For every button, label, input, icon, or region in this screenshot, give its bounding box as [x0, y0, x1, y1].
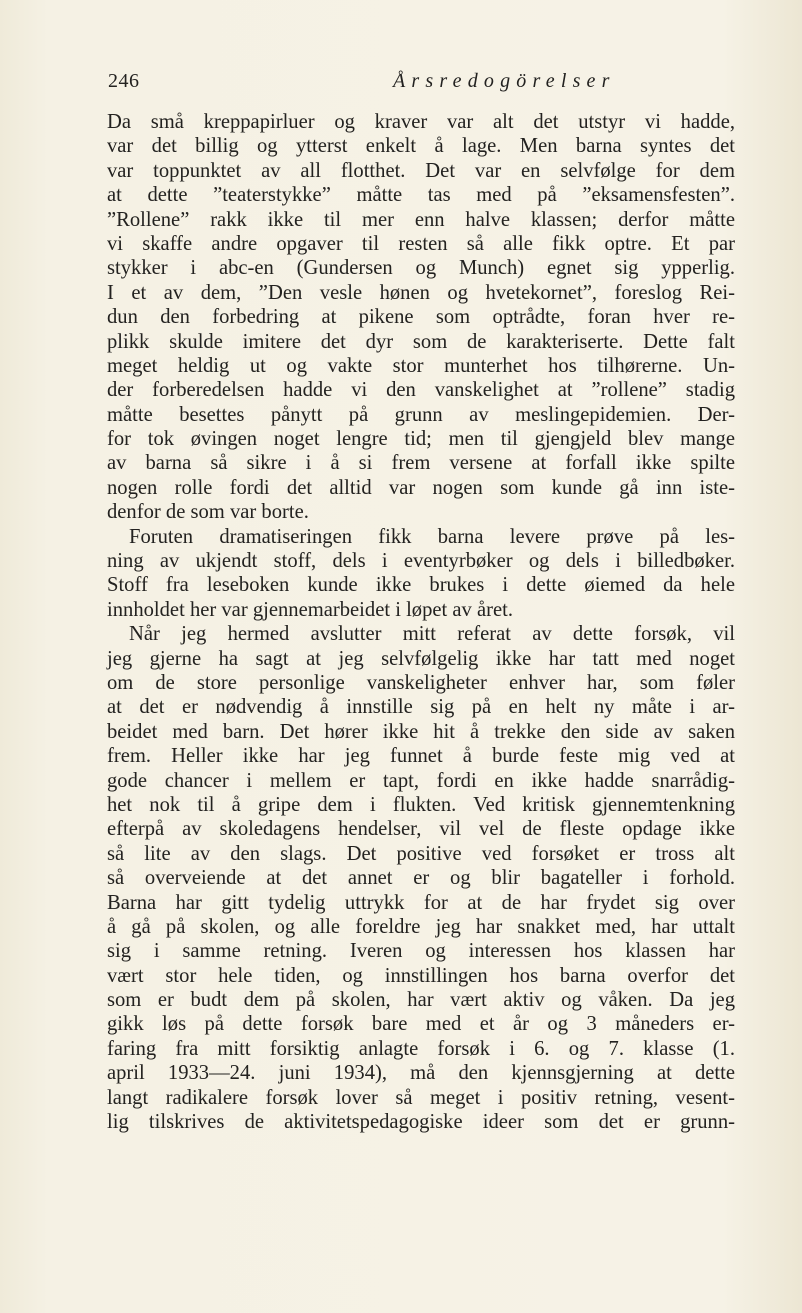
text-line: gikk løs på dette forsøk bare med et år og 3 måneders er- [107, 1013, 735, 1036]
text-line: dun den forbedring at pikene som optrådte, foran hver re- [107, 306, 735, 329]
text-line: meget heldig ut og vakte stor munterhet hos tilhørerne. Un- [107, 354, 735, 377]
page-number: 246 [108, 70, 140, 92]
text-line: lig tilskrives de aktivitetspedagogiske ideer som det er grunn- [107, 1111, 735, 1134]
running-title: Årsredogörelser [393, 70, 616, 92]
text-line: vært stor hele tiden, og innstillingen hos barna overfor det [107, 964, 735, 987]
text-line: for tok øvingen noget lengre tid; men til gjengjeld blev mange [107, 428, 735, 451]
page-header [108, 70, 735, 100]
text-line: var toppunktet av all flotthet. Det var en selvfølge for dem [107, 159, 735, 182]
text-line: frem. Heller ikke har jeg funnet å burde feste mig ved at [107, 745, 735, 768]
text-line: plikk skulde imitere det dyr som de karakteriserte. Dette falt [107, 330, 735, 353]
text-line: av barna så sikre i å si frem versene at forfall ikke spilte [107, 452, 735, 475]
text-line: langt radikalere forsøk lover så meget i positiv retning, vesent- [107, 1086, 735, 1109]
text-line: innholdet her var gjennemarbeidet i løpet av året. [107, 598, 513, 621]
text-line: Da små kreppapirluer og kraver var alt det utstyr vi hadde, [107, 111, 735, 133]
text-line: å gå på skolen, og alle foreldre jeg har snakket med, har uttalt [107, 915, 735, 938]
text-line: Når jeg hermed avslutter mitt referat av dette forsøk, vil [129, 623, 735, 646]
text-line: beidet med barn. Det hører ikke hit å trekke den side av saken [107, 720, 735, 743]
body-text [107, 110, 735, 1134]
text-line: måtte besettes pånytt på grunn av meslingepidemien. Der- [107, 403, 735, 426]
text-line: april 1933—24. juni 1934), må den kjennsgjerning at dette [107, 1062, 735, 1085]
text-line: vi skaffe andre opgaver til resten så alle fikk optre. Et par [107, 232, 735, 255]
text-line: der forberedelsen hadde vi den vanskelighet at ”rollene” stadig [107, 379, 735, 402]
text-line: sig i samme retning. Iveren og interessen hos klassen har [107, 940, 735, 963]
text-line: Barna har gitt tydelig uttrykk for at de har frydet sig over [107, 891, 735, 914]
text-line: faring fra mitt forsiktig anlagte forsøk i 6. og 7. klasse (1. [107, 1037, 735, 1060]
text-line: het nok til å gripe dem i flukten. Ved kritisk gjennemtenkning [107, 793, 735, 816]
text-line: stykker i abc-en (Gundersen og Munch) egnet sig ypperlig. [107, 257, 735, 280]
text-line: I et av dem, ”Den vesle hønen og hvetekornet”, foreslog Rei- [107, 281, 735, 304]
text-line: var det billig og ytterst enkelt å lage. Men barna syntes det [107, 135, 735, 158]
text-line: at dette ”teaterstykke” måtte tas med på ”eksamensfesten”. [107, 184, 735, 207]
text-line: ning av ukjendt stoff, dels i eventyrbøker og dels i billedbøker. [107, 550, 735, 573]
text-line: at det er nødvendig å innstille sig på en helt ny måte i ar- [107, 696, 735, 719]
text-line: Stoff fra leseboken kunde ikke brukes i dette øiemed da hele [107, 574, 735, 597]
text-line: denfor de som var borte. [107, 501, 309, 524]
text-line: Foruten dramatiseringen fikk barna levere prøve på les- [129, 525, 735, 548]
text-line: jeg gjerne ha sagt at jeg selvfølgelig ikke har tatt med noget [107, 647, 735, 670]
text-line: så lite av den slags. Det positive ved forsøket er tross alt [107, 842, 735, 865]
text-line: efterpå av skoledagens hendelser, vil vel de fleste opdage ikke [107, 818, 735, 841]
text-line: om de store personlige vanskeligheter enhver har, som føler [107, 671, 735, 694]
text-line: ”Rollene” rakk ikke til mer enn halve klassen; derfor måtte [107, 208, 735, 231]
text-line: gode chancer i mellem er tapt, fordi en ikke hadde snarrådig- [107, 769, 735, 792]
text-line: nogen rolle fordi det alltid var nogen som kunde gå inn iste- [107, 476, 735, 499]
text-line: som er budt dem på skolen, har vært aktiv og våken. Da jeg [107, 989, 735, 1012]
text-line: så overveiende at det annet er og blir bagateller i forhold. [107, 867, 735, 890]
